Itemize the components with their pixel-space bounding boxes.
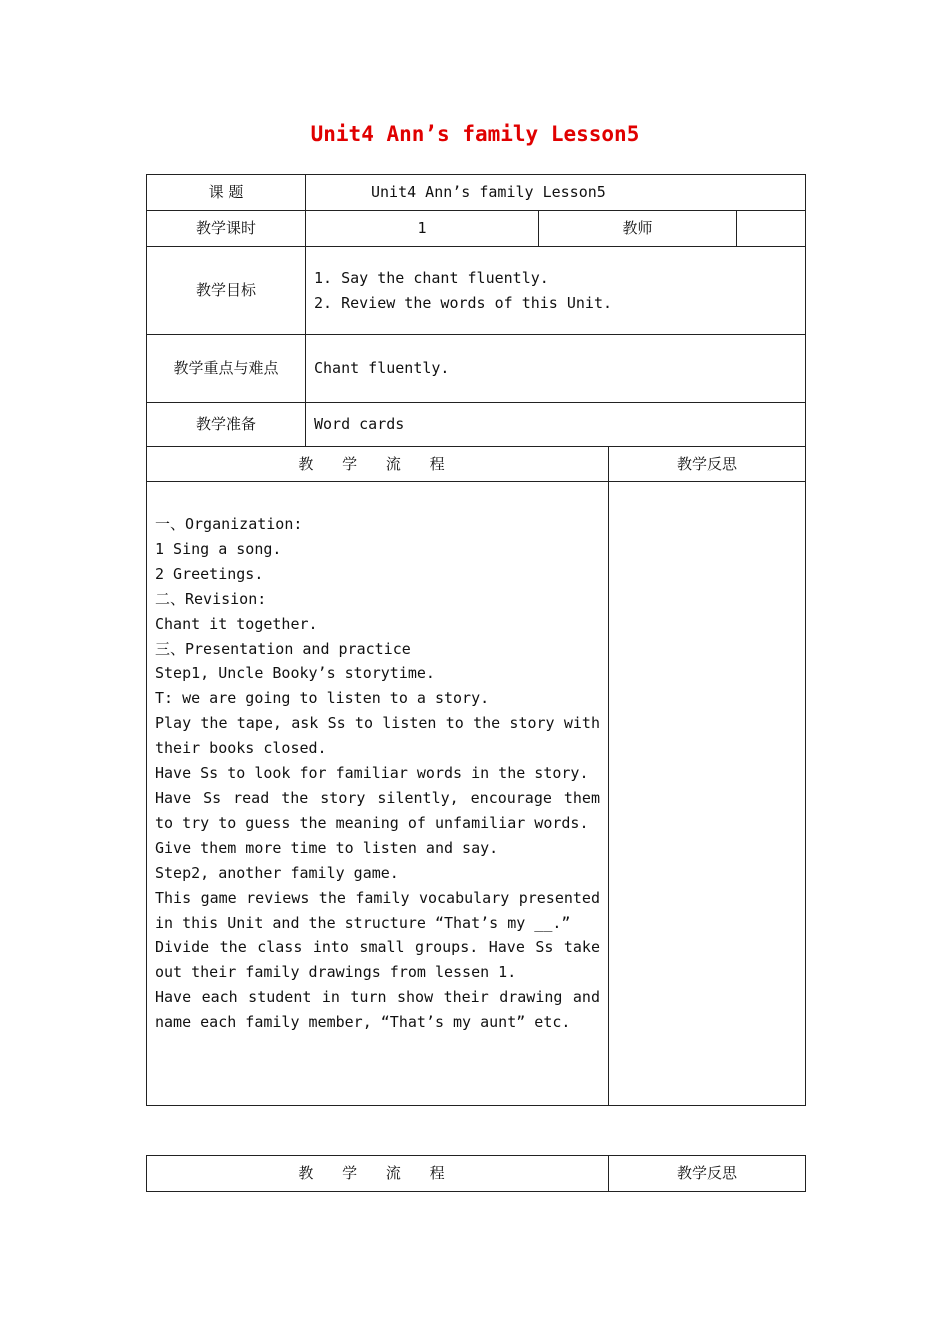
- process-line: T: we are going to listen to a story.: [155, 689, 490, 708]
- period-row: [147, 211, 806, 247]
- lesson-plan-table: [146, 174, 806, 1106]
- process-line: Have Ss read the story silently, encourage them to try to guess the meaning of unfamiliar words.: [155, 788, 600, 832]
- process-line: Have Ss to look for familiar words in the story.: [155, 764, 589, 783]
- process-header: 教 学 流 程: [147, 447, 609, 482]
- reflection-content: [609, 482, 806, 1106]
- process-content: [147, 482, 609, 1106]
- process-line: 二、Revision:: [155, 589, 267, 608]
- process-line: Play the tape, ask Ss to listen to the story with their books closed.: [155, 714, 600, 758]
- goals-label: 教学目标: [147, 247, 306, 335]
- topic-value: Unit4 Ann’s family Lesson5: [306, 175, 806, 211]
- key-label: 教学重点与难点: [147, 335, 306, 403]
- process-line: 一、Organization:: [155, 515, 303, 533]
- reflection-header: 教学反思: [609, 447, 806, 482]
- goal-item: 1. Say the chant fluently.: [314, 268, 549, 287]
- process-line: Have each student in turn show their drawing and name each family member, “That’s my aunt” etc.: [155, 988, 600, 1032]
- prep-value: Word cards: [306, 403, 806, 447]
- document-title: Unit4 Ann’s family Lesson5: [310, 122, 640, 146]
- continuation-header-row: [147, 1156, 806, 1192]
- process-line: Chant it together.: [155, 614, 318, 633]
- process-line: Divide the class into small groups. Have Ss take out their family drawings from lessen 1.: [155, 938, 600, 982]
- topic-row: [147, 175, 806, 211]
- process-content-row: [147, 482, 806, 1106]
- process-line: Step2, another family game.: [155, 863, 399, 882]
- continuation-table: [146, 1155, 806, 1192]
- key-row: [147, 335, 806, 403]
- topic-label: 课 题: [147, 175, 306, 211]
- continuation-reflection-header: 教学反思: [609, 1156, 806, 1192]
- prep-label: 教学准备: [147, 403, 306, 447]
- goal-item: 2. Review the words of this Unit.: [314, 293, 613, 312]
- period-label: 教学课时: [147, 211, 306, 247]
- teacher-label: 教师: [539, 211, 737, 247]
- process-line: 1 Sing a song.: [155, 539, 282, 558]
- process-line: 2 Greetings.: [155, 564, 264, 583]
- process-line: 三、Presentation and practice: [155, 639, 411, 658]
- process-line: Step1, Uncle Booky’s storytime.: [155, 664, 435, 683]
- period-value: 1: [306, 211, 539, 247]
- goals-list: [306, 247, 806, 335]
- process-header-row: [147, 447, 806, 482]
- key-value: Chant fluently.: [306, 335, 806, 403]
- continuation-process-header: 教 学 流 程: [147, 1156, 609, 1192]
- prep-row: [147, 403, 806, 447]
- process-line: Give them more time to listen and say.: [155, 838, 499, 857]
- goals-row: [147, 247, 806, 335]
- process-line: This game reviews the family vocabulary presented in this Unit and the structure “That’s my __.”: [155, 888, 600, 932]
- teacher-value: [737, 211, 806, 247]
